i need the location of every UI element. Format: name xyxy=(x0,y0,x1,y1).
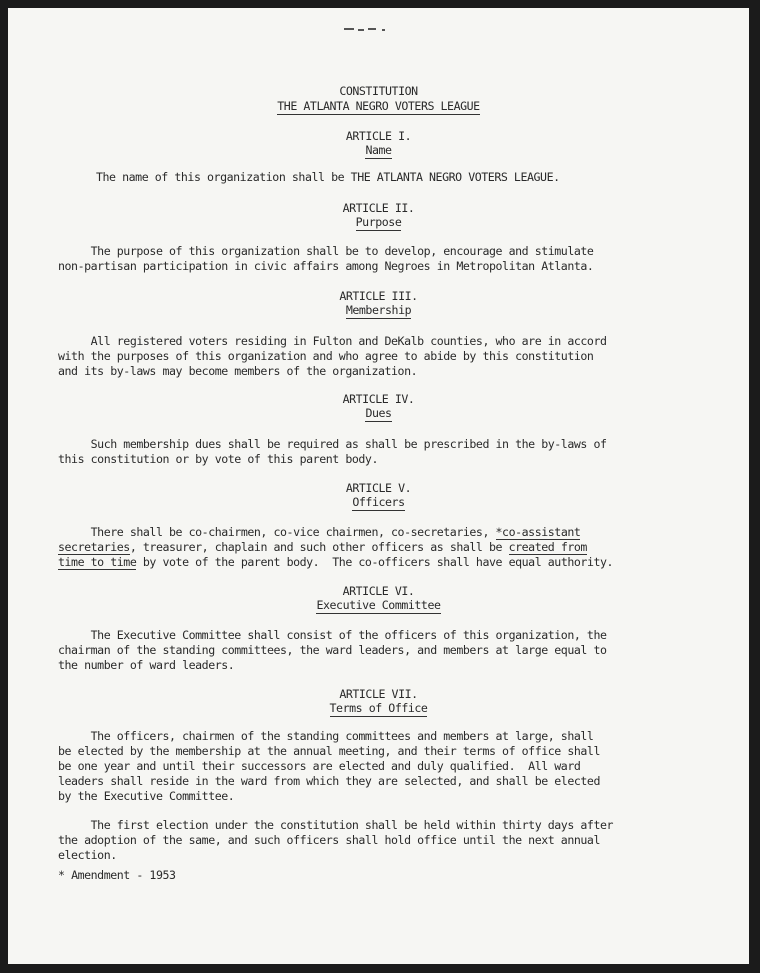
article-1-title: Name xyxy=(365,143,392,157)
article-7-number: ARTICLE VII. xyxy=(339,687,418,701)
article-1-paragraph: The name of this organization shall be THE ATLANTA NEGRO VOTERS LEAGUE. xyxy=(96,170,560,184)
article-4-title: Dues xyxy=(365,406,392,420)
ink-speck-mark xyxy=(344,28,386,32)
document-page xyxy=(8,8,749,964)
article-6-title: Executive Committee xyxy=(316,598,441,612)
amendment-underline-secretaries: secretaries xyxy=(58,540,130,554)
article-3-paragraph: All registered voters residing in Fulton and DeKalb counties, who are in accord with the purposes of this organization and who agree to abide by this constitution and its by-laws may become members of the organization. xyxy=(58,334,607,378)
article-7-paragraph-1: The officers, chairmen of the standing committees and members at large, shall be elected by the membership at the annual meeting, and their terms of office shall be one year and until their successors are elected and duly qualified. All ward leaders shall reside in the ward from which they are selected, and shall be elected by the Executive Committee. xyxy=(58,729,600,803)
article-2-title: Purpose xyxy=(355,215,402,229)
article-3-number: ARTICLE III. xyxy=(339,289,418,303)
article-2-paragraph: The purpose of this organization shall be to develop, encourage and stimulate non-partisan participation in civic affairs among Negroes in Metropolitan Atlanta. xyxy=(58,244,594,273)
article-5-paragraph: There shall be co-chairmen, co-vice chairmen, co-secretaries, *co-assistant secretaries, treasurer, chaplain and such other officers as shall be created from time to time by vote of the parent body. The co-officers shall have equal authority. xyxy=(58,525,614,569)
article-6-number: ARTICLE VI. xyxy=(342,584,415,598)
amendment-underline-created-from: created from xyxy=(508,540,587,554)
amendment-underline-time-to-time: time to time xyxy=(58,555,137,569)
article-1-number: ARTICLE I. xyxy=(345,129,412,143)
article-5-title: Officers xyxy=(352,495,405,509)
amendment-underline-co-assistant: *co-assistant xyxy=(495,525,581,539)
footnote-text: Amendment - 1953 xyxy=(71,868,176,882)
document-heading: CONSTITUTION xyxy=(339,84,418,98)
article-4-number: ARTICLE IV. xyxy=(342,392,415,406)
article-4-paragraph: Such membership dues shall be required as shall be prescribed in the by-laws of this constitution or by vote of this parent body. xyxy=(58,437,607,466)
article-7-title: Terms of Office xyxy=(329,701,428,715)
article-5-number: ARTICLE V. xyxy=(345,481,412,495)
article-3-title: Membership xyxy=(345,303,412,317)
article-6-paragraph: The Executive Committee shall consist of the officers of this organization, the chairman of the standing committees, the ward leaders, and members at large equal to the number of ward leaders. xyxy=(58,628,607,672)
article-7-paragraph-2: The first election under the constitution shall be held within thirty days after the adoption of the same, and such officers shall hold office until the next annual election. xyxy=(58,818,614,862)
amendment-footnote xyxy=(58,868,176,883)
document-subheading: THE ATLANTA NEGRO VOTERS LEAGUE xyxy=(277,99,480,113)
article-2-number: ARTICLE II. xyxy=(342,201,415,215)
asterisk-icon: * xyxy=(58,868,65,882)
